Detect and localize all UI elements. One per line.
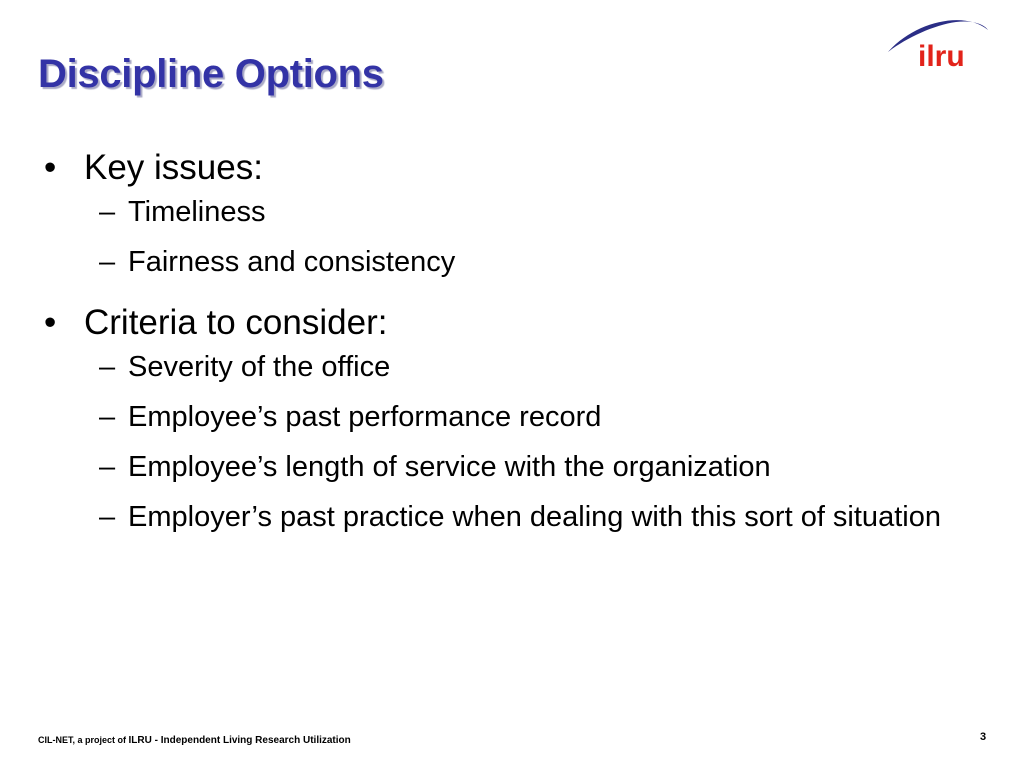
logo-text: ilru xyxy=(918,40,965,73)
subitem-past-performance xyxy=(44,401,984,434)
bullet-text: Key issues: xyxy=(84,148,263,187)
subitem-text: Employee’s length of service with the organization xyxy=(128,451,771,483)
subitem-text: Fairness and consistency xyxy=(128,246,456,278)
bullet-marker: • xyxy=(44,303,57,342)
bullet-marker: • xyxy=(44,148,57,187)
bullet-text: Criteria to consider: xyxy=(84,303,388,342)
footer-org: ILRU - Independent Living Research Utilization xyxy=(128,735,351,746)
dash-marker: – xyxy=(99,196,116,228)
ilru-logo xyxy=(884,14,994,76)
page-number: 3 xyxy=(980,731,987,743)
dash-marker: – xyxy=(99,401,116,433)
dash-marker: – xyxy=(99,351,116,383)
slide-content xyxy=(44,148,984,551)
subitem-severity xyxy=(44,351,984,384)
subitem-text: Employee’s past performance record xyxy=(128,401,602,433)
footer-prefix: CIL-NET, a project of xyxy=(38,735,129,745)
bullet-key-issues xyxy=(44,148,984,188)
subitem-past-practice xyxy=(44,501,984,534)
subitem-length-of-service xyxy=(44,451,984,484)
bullet-criteria xyxy=(44,303,984,343)
dash-marker: – xyxy=(99,246,116,278)
subitem-text: Timeliness xyxy=(128,196,266,228)
subitem-text: Employer’s past practice when dealing with this sort of situation xyxy=(128,501,941,533)
subitem-fairness xyxy=(44,246,984,279)
slide-title: Discipline Options xyxy=(38,52,384,96)
dash-marker: – xyxy=(99,451,116,483)
subitem-timeliness xyxy=(44,196,984,229)
slide-footer xyxy=(38,735,351,746)
subitem-text: Severity of the office xyxy=(128,351,391,383)
dash-marker: – xyxy=(99,501,116,533)
